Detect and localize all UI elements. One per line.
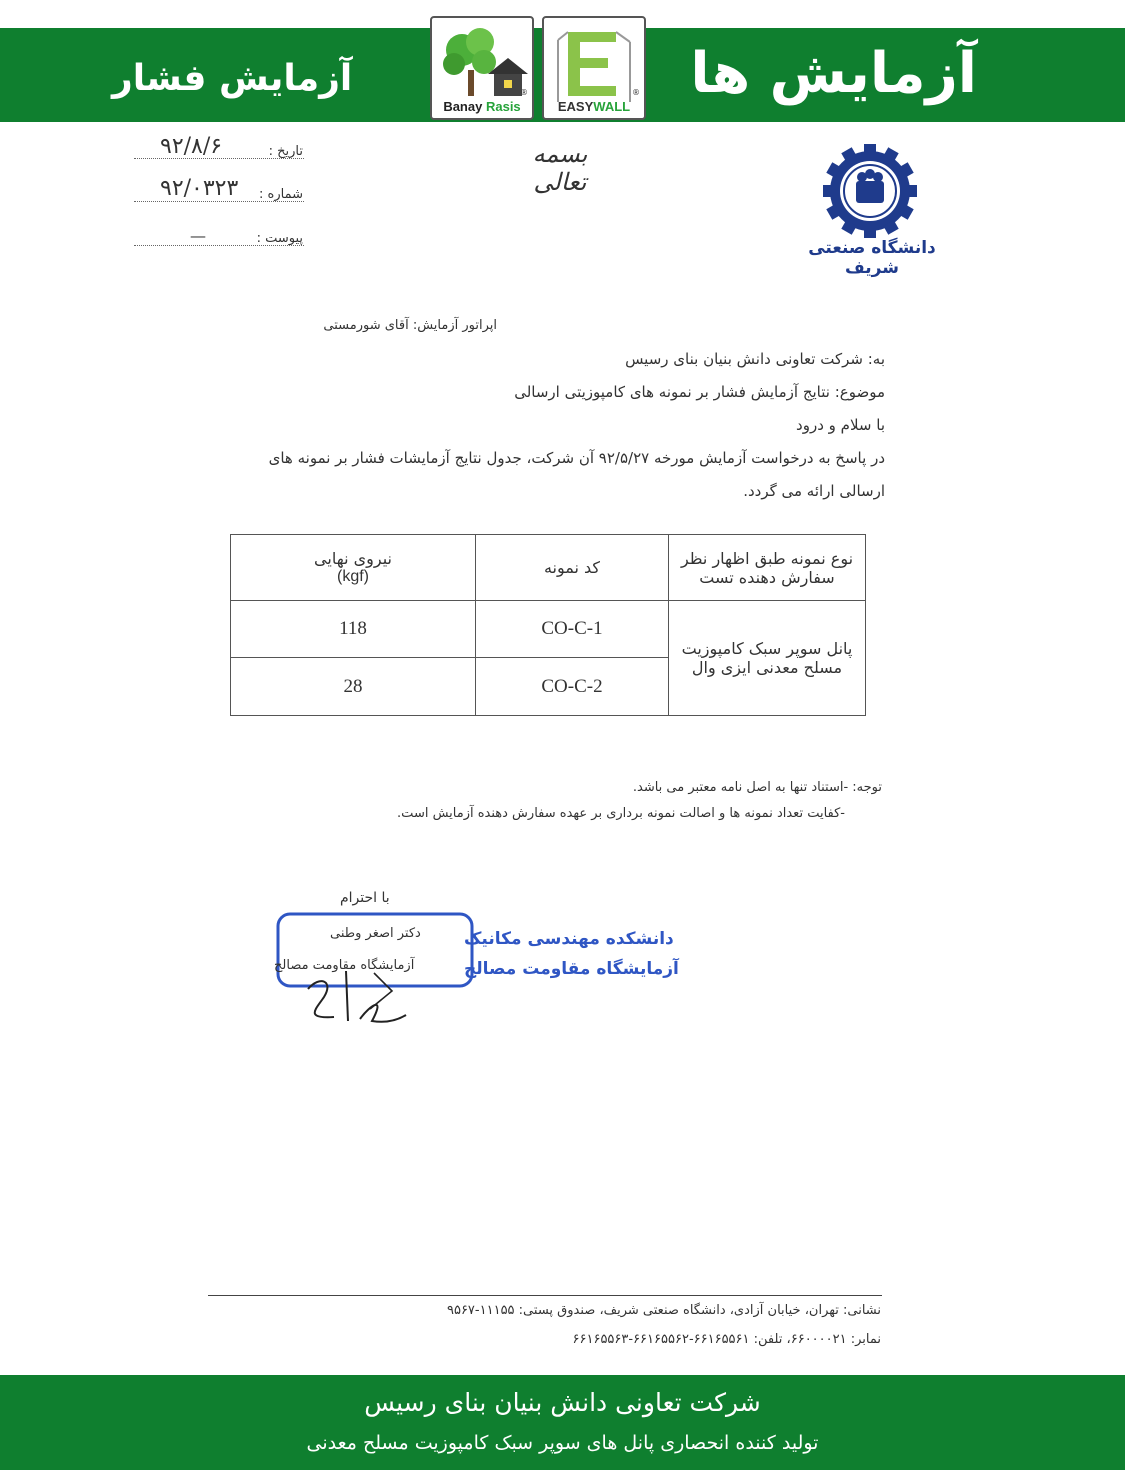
attachment-label: پیوست : — [256, 231, 303, 246]
paragraph-line-1: در پاسخ به درخواست آزمایش مورخه ۹۲/۵/۲۷ آن شرکت، جدول نتایج آزمایشات فشار بر نمونه های — [268, 449, 885, 467]
subject-line: موضوع: نتایج آزمایش فشار بر نمونه های کامپوزیتی ارسالی — [514, 383, 885, 401]
table-header-row — [231, 535, 866, 601]
greeting-line: با سلام و درود — [796, 416, 885, 434]
attachment-dotted-line — [134, 245, 304, 246]
footer-phones: نمابر: ۶۶۰۰۰۰۲۱، تلفن: ۶۶۱۶۵۵۶۱-۶۶۱۶۵۵۶۲-۶۶۱۶۵۵۶۳ — [572, 1332, 881, 1347]
header-sample-code: کد نمونه — [476, 535, 669, 601]
sample-code-cell: CO-C-1 — [476, 601, 669, 658]
easywall-logo: ® EASYWALL — [542, 16, 646, 120]
banay-rasis-caption: Banay Rasis — [443, 99, 521, 114]
number-dotted-line — [134, 201, 304, 202]
company-name: شرکت تعاونی دانش بنیان بنای رسیس — [364, 1388, 761, 1417]
footer-address: نشانی: تهران، خیابان آزادی، دانشگاه صنعتی شریف، صندوق پستی: ۱۱۱۵۵-۹۵۶۷ — [446, 1303, 881, 1318]
paragraph-line-2: ارسالی ارائه می گردد. — [743, 482, 885, 500]
date-value: ۹۲/۸/۶ — [160, 134, 223, 159]
sharif-university-emblem-icon — [822, 143, 918, 239]
stamp-line-2: آزمایشگاه مقاومت مصالح — [464, 959, 679, 979]
force-cell: 28 — [231, 658, 476, 716]
section-title: آزمایش فشار — [112, 58, 353, 99]
sample-type-cell: پانل سوپر سبک کامپوزیت مسلح معدنی ایزی وال — [669, 601, 866, 716]
results-table — [230, 534, 866, 716]
company-tagline: تولید کننده انحصاری پانل های سوپر سبک کامپوزیت مسلح معدنی — [306, 1432, 819, 1454]
closing-regards: با احترام — [340, 890, 390, 906]
recipient-line: به: شرکت تعاونی دانش بنیان بنای رسیس — [625, 350, 885, 368]
note-line-1: توجه: -استناد تنها به اصل نامه معتبر می باشد. — [632, 780, 882, 795]
footer-divider — [208, 1295, 882, 1296]
header-final-force: نیروی نهایی (kgf) — [231, 535, 476, 601]
date-label: تاریخ : — [268, 144, 303, 159]
stamp-line-1: دانشکده مهندسی مکانیک — [464, 929, 674, 949]
force-cell: 118 — [231, 601, 476, 658]
banay-rasis-logo: ® Banay Rasis — [430, 16, 534, 120]
easywall-caption: EASYWALL — [557, 99, 631, 114]
signer-name: دکتر اصغر وطنی — [330, 926, 421, 941]
header-sample-type: نوع نمونه طبق اظهار نظر سفارش دهنده تست — [669, 535, 866, 601]
operator-line: اپراتور آزمایش: آقای شورمستی — [323, 318, 497, 333]
attachment-value: — — [190, 226, 206, 245]
note-line-2: -کفایت تعداد نمونه ها و اصالت نمونه برداری بر عهده سفارش دهنده آزمایش است. — [397, 806, 845, 821]
table-row — [231, 601, 866, 658]
sample-code-cell: CO-C-2 — [476, 658, 669, 716]
bismillah-heading: بسمه تعالی — [532, 140, 588, 196]
page-title: آزمایش ها — [690, 41, 977, 106]
handwritten-signature — [300, 965, 420, 1035]
university-name: دانشگاه صنعتی شریف — [808, 238, 936, 278]
lab-name: آزمایشگاه مقاومت مصالح — [274, 958, 415, 973]
number-value: ۹۲/۰۳۲۳ — [160, 176, 239, 201]
number-label: شماره : — [259, 187, 303, 202]
